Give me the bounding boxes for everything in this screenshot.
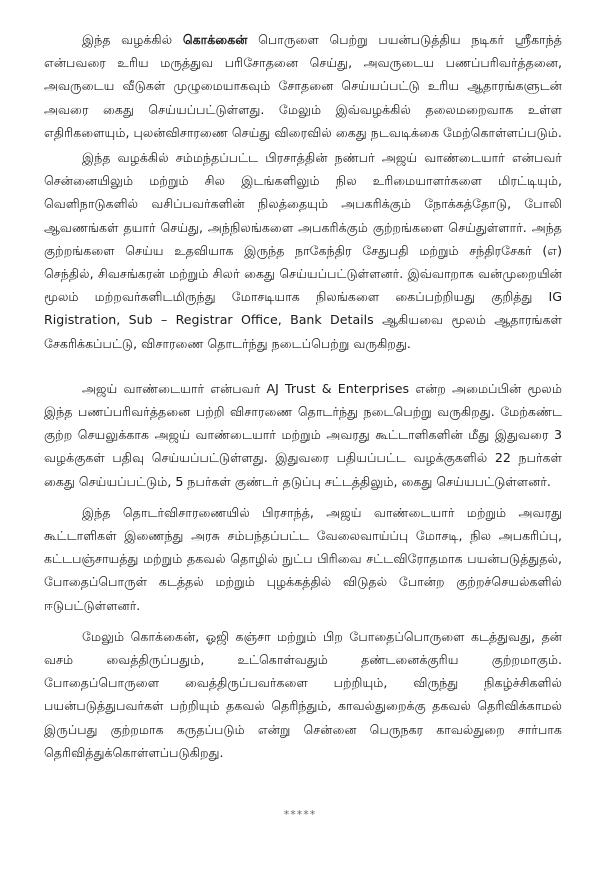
highlighted-word-cocaine: கொக்கைன் — [182, 32, 248, 47]
paragraph-text: பொருளை பெற்று பயன்படுத்திய நடிகர் ஸ்ரீகாந்த் என்பவரை உரிய மருத்துவ பரிசோதனை செய்து, அவருடைய பணப்பரிவர்த்தனை, அவருடைய வீடுகள் முழுமையாகவும் சோதனை செய்யப்பட்டு உரிய ஆதாரங்களுடன் அவரை கைது செய்யப்பட்டுள்ளது. மேலும் இவ்வழக்கில் தலைமறைவாக உள்ள எதிரிகளையும், புலன்விசாரணை செய்து விரைவில் கைது நடவடிக்கை மேற்கொள்ளப்படும். — [44, 32, 562, 140]
paragraph-ajay-land-grab: இந்த வழக்கில் சம்மந்தப்பட்ட பிரசாத்தின் நண்பர் அஜய் வாண்டையார் என்பவர் சென்னையிலும் மற்றும் சில இடங்களிலும் நில உரிமையாளர்களை மிரட்டியும், வெளிநாடுகளில் வசிப்பவர்களின் நிலத்தையும் அபகரிக்கும் நோக்கத்தோடு, போலி ஆவணங்கள் தயார் செய்து, அந்நிலங்களை அபகரிக்கும் குற்றங்களை செய்துள்ளார். அந்த குற்றங்களை செய்ய உதவியாக இருந்த நாகேந்திர சேதுபதி மற்றும் சந்திரசேகர் (எ) செந்தில், சிவசங்கரன் மற்றும் சிலர் கைது செய்யப்பட்டுள்ளனர். இவ்வாறாக வன்முறையின் மூலம் மற்றவர்களிடமிருந்து மோசடியாக நிலங்களை கைப்பற்றியது குறித்து IG Rigistration, Sub – Registrar Office, Bank Details ஆகியவை மூலம் ஆதாரங்கள் சேகரிக்கப்பட்டு, விசாரணை தொடர்ந்து நடைப்பெற்று வருகிறது. — [44, 150, 562, 351]
paragraph-crimes-list: இந்த தொடர்விசாரணையில் பிரசாந்த், அஜய் வாண்டையார் மற்றும் அவரது கூட்டாளிகள் இணைந்து அரசு சம்பந்தப்பட்ட வேலைவாய்ப்பு மோசடி, நில அபகரிப்பு, கட்டபஞ்சாயத்து மற்றும் தகவல் தொழில் நுட்ப பிரிவை சட்டவிரோதமாக பயன்படுத்துதல், போதைப்பொருள் கடத்தல் மற்றும் புழக்கத்தில் விடுதல் போன்ற குற்றச்செயல்களில் ஈடுபட்டுள்ளனர். — [44, 504, 562, 613]
end-marker: ***** — [283, 808, 317, 821]
paragraph-arrest-srikanth — [44, 28, 562, 144]
press-release-body — [44, 28, 562, 764]
paragraph-text: இந்த வழக்கில் — [82, 32, 183, 47]
paragraph-public-notice: மேலும் கொக்கைன், ஓஜி கஞ்சா மற்றும் பிற போதைப்பொருளை கடத்துவது, தன் வசம் வைத்திருப்பதும், உட்கொள்வதும் தண்டனைக்குரிய குற்றமாகும். போதைப்பொருளை வைத்திருப்பவர்களை பற்றியும், விருந்து நிகழ்ச்சிகளில் பயன்படுத்துபவர்கள் பற்றியும் தகவல் தெரிந்தும், காவல்துறைக்கு தகவல் தெரிவிக்காமல் இருப்பது குற்றமாக கருதப்படும் என்று சென்னை பெருநகர காவல்துறை சார்பாக தெரிவித்துக்கொள்ளப்படுகிறது. — [44, 628, 562, 760]
paragraph-aj-trust: அஜய் வாண்டையார் என்பவர் AJ Trust & Enterprises என்ற அமைப்பின் மூலம் இந்த பணப்பரிவர்த்தனை பற்றி விசாரணை தொடர்ந்து நடைபெற்று வருகிறது. மேற்கண்ட குற்ற செயலுக்காக அஜய் வாண்டையார் மற்றும் அவரது கூட்டாளிகளின் மீது இதுவரை 3 வழக்குகள் பதிவு செய்யப்பட்டுள்ளது. இதுவரை பதியப்பட்ட வழக்குகளில் 22 நபர்கள் கைது செய்யப்பட்டும், 5 நபர்கள் குண்டர் தடுப்பு சட்டத்திலும், கைது செய்யபட்டுள்ளனர். — [44, 380, 562, 489]
